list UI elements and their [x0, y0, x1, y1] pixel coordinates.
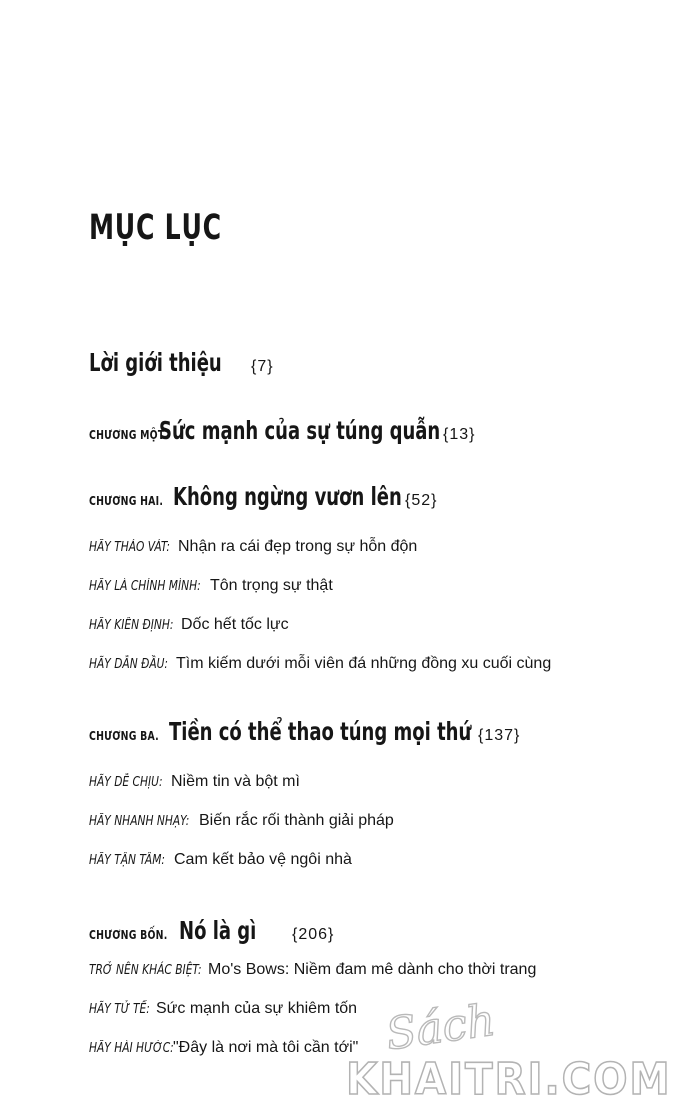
toc-subsection-entry[interactable]: [89, 1000, 357, 1018]
toc-subsection-entry[interactable]: [89, 812, 394, 830]
subsection-text: "Đây là nơi mà tôi cần tới": [173, 1039, 359, 1056]
toc-chapter-entry[interactable]: [89, 717, 520, 746]
chapter-title: Nó là gì: [179, 916, 257, 945]
chapter-page-number: {13}: [443, 426, 476, 443]
subsection-label: HÃY TẬN TÂM:: [89, 853, 165, 868]
watermark-script-text: Sách: [382, 994, 499, 1061]
subsection-text: Tôn trọng sự thật: [210, 577, 333, 594]
intro-page-number: {7}: [251, 358, 274, 375]
subsection-text: Mo's Bows: Niềm đam mê dành cho thời trang: [208, 961, 537, 978]
chapter-label: CHƯƠNG MỘT.: [89, 428, 167, 442]
subsection-text: Sức mạnh của sự khiêm tốn: [156, 1000, 358, 1017]
subsection-label: HÃY TỬ TẾ:: [89, 1002, 150, 1017]
chapter-label: CHƯƠNG BỐN.: [89, 928, 168, 942]
subsection-text: Biến rắc rối thành giải pháp: [199, 812, 394, 829]
subsection-label: HÃY DẪN ĐẦU:: [89, 657, 169, 672]
chapter-page-number: {137}: [478, 727, 521, 744]
toc-subsection-entry[interactable]: [89, 773, 300, 791]
subsection-text: Nhận ra cái đẹp trong sự hỗn độn: [178, 538, 418, 555]
toc-subsection-entry[interactable]: [89, 616, 289, 634]
toc-chapter-entry[interactable]: [89, 916, 334, 945]
toc-chapter-entry[interactable]: [89, 416, 475, 445]
watermark-logo: [346, 994, 686, 1112]
toc-subsection-entry[interactable]: [89, 655, 551, 673]
subsection-label: HÃY NHANH NHẠY:: [89, 814, 190, 829]
toc-subsection-entry[interactable]: [89, 577, 333, 595]
toc-subsection-entry[interactable]: [89, 851, 352, 869]
subsection-text: Cam kết bảo vệ ngôi nhà: [174, 851, 352, 868]
subsection-text: Tìm kiếm dưới mỗi viên đá những đồng xu cuối cùng: [176, 655, 552, 672]
subsection-label: HÃY LÀ CHÍNH MÌNH:: [89, 579, 201, 594]
chapter-title: Tiền có thể thao túng mọi thứ: [169, 717, 472, 746]
watermark-main-text: KHAITRI.COM: [346, 1054, 672, 1105]
chapter-title: Sức mạnh của sự túng quẫn: [159, 416, 441, 445]
toc-intro-entry[interactable]: [89, 348, 274, 377]
chapter-label: CHƯƠNG HAI.: [89, 494, 164, 508]
subsection-label: HÃY HÀI HƯỚC:: [89, 1041, 174, 1056]
subsection-label: HÃY THÁO VÁT:: [89, 540, 171, 555]
page-title: MỤC LỤC: [89, 208, 222, 248]
intro-title: Lời giới thiệu: [89, 348, 222, 377]
chapter-page-number: {52}: [405, 492, 438, 509]
toc-subsection-entry[interactable]: [89, 1039, 358, 1057]
toc-chapter-entry[interactable]: [89, 482, 437, 511]
subsection-text: Dốc hết tốc lực: [181, 616, 289, 633]
subsection-label: HÃY KIÊN ĐỊNH:: [89, 618, 174, 633]
subsection-label: HÃY DỄ CHỊU:: [89, 775, 163, 790]
toc-subsection-entry[interactable]: [89, 538, 417, 556]
chapter-title: Không ngừng vươn lên: [173, 482, 402, 511]
toc-subsection-entry[interactable]: [89, 961, 536, 979]
subsection-label: TRỞ NÊN KHÁC BIỆT:: [89, 963, 202, 978]
subsection-text: Niềm tin và bột mì: [171, 773, 300, 790]
chapter-label: CHƯƠNG BA.: [89, 729, 159, 743]
chapter-page-number: {206}: [292, 926, 335, 943]
